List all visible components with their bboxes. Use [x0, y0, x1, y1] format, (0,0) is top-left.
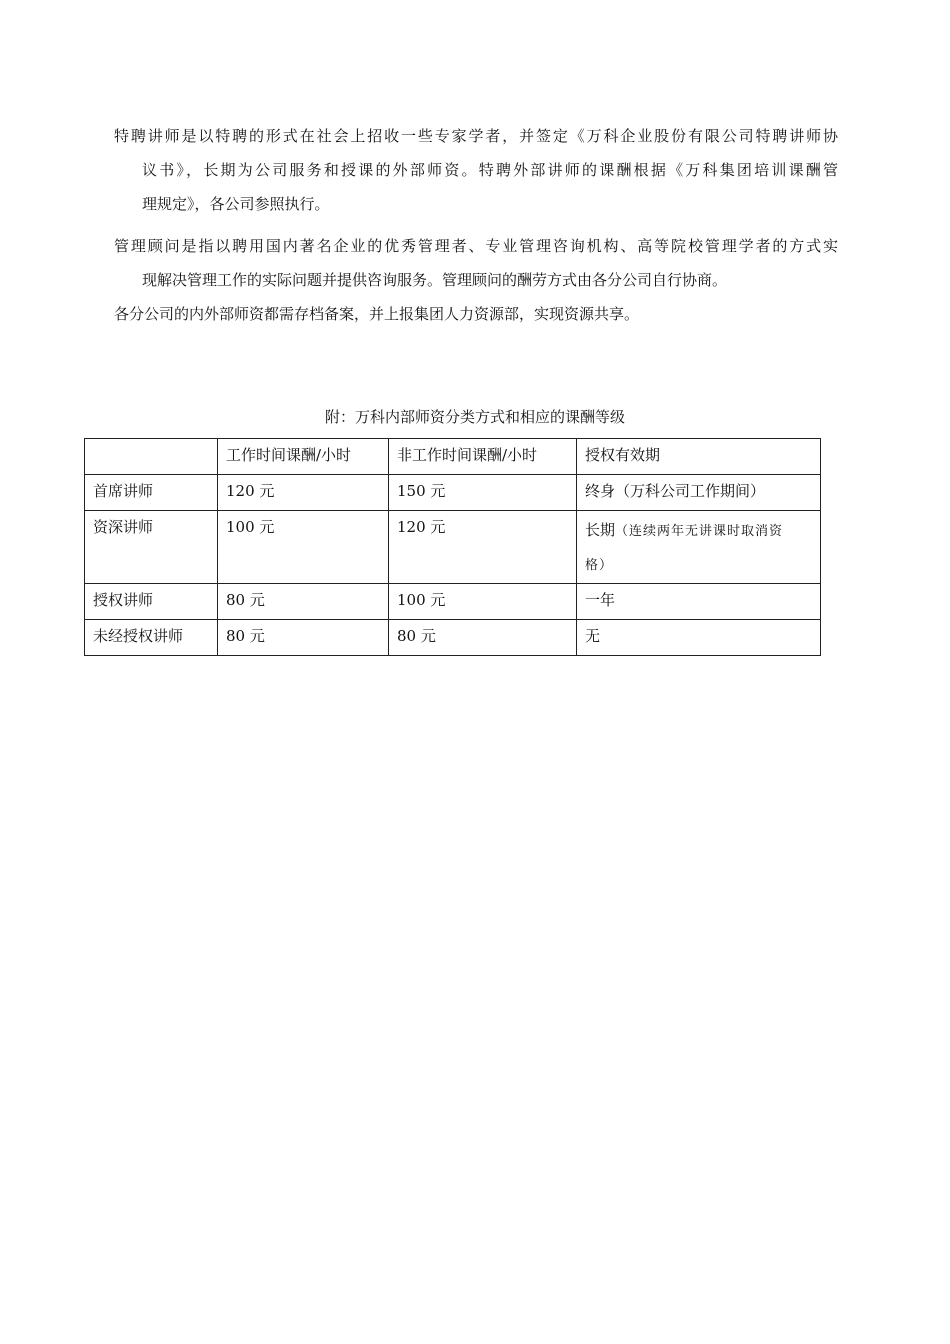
table-cell-note: （连续两年无讲课时取消资 — [615, 524, 784, 539]
paragraph-special-lecturers — [114, 119, 838, 221]
table-cell: 100 元 — [389, 584, 577, 620]
table-cell: 80 元 — [218, 584, 389, 620]
table-header-cell: 非工作时间课酬/小时 — [389, 439, 577, 475]
table-cell: 首席讲师 — [85, 475, 218, 511]
table-cell: 授权讲师 — [85, 584, 218, 620]
table-cell: 120 元 — [218, 475, 389, 511]
table-cell: 资深讲师 — [85, 511, 218, 584]
table-cell-text: 长期 — [585, 521, 616, 539]
table-header-cell — [85, 439, 218, 475]
table-cell-note: 格） — [585, 558, 614, 573]
table-cell: 100 元 — [218, 511, 389, 584]
table-cell: 80 元 — [218, 620, 389, 656]
table-header-row — [85, 439, 821, 475]
paragraph-line: 现解决管理工作的实际问题并提供咨询服务。管理顾问的酬劳方式由各分公司自行协商。 — [142, 271, 728, 289]
paragraph-line: 管理顾问是指以聘用国内著名企业的优秀管理者、专业管理咨询机构、高等院校管理学者的方式实 — [114, 237, 838, 255]
table-caption: 附：万科内部师资分类方式和相应的课酬等级 — [324, 408, 625, 426]
table-cell: 终身（万科公司工作期间） — [577, 475, 821, 511]
lecturer-fee-table — [84, 438, 821, 656]
paragraph-line: 议书》，长期为公司服务和授课的外部师资。特聘外部讲师的课酬根据《万科集团培训课酬管 — [142, 161, 838, 179]
table-header-cell: 工作时间课酬/小时 — [218, 439, 389, 475]
table-cell: 150 元 — [389, 475, 577, 511]
table-cell: 一年 — [577, 584, 821, 620]
paragraph-line: 理规定》，各公司参照执行。 — [142, 195, 330, 213]
table-cell: 80 元 — [389, 620, 577, 656]
paragraph-line: 各分公司的内外部师资都需存档备案，并上报集团人力资源部，实现资源共享。 — [114, 305, 640, 323]
table-cell — [577, 511, 821, 584]
paragraph-resource-sharing — [114, 297, 838, 331]
paragraph-line: 特聘讲师是以特聘的形式在社会上招收一些专家学者，并签定《万科企业股份有限公司特聘讲师协 — [114, 127, 838, 145]
table-row — [85, 475, 821, 511]
table-row — [85, 511, 821, 584]
table-cell: 120 元 — [389, 511, 577, 584]
paragraph-management-consultants — [114, 229, 838, 297]
table-row — [85, 620, 821, 656]
table-cell: 无 — [577, 620, 821, 656]
table-header-cell: 授权有效期 — [577, 439, 821, 475]
table-cell: 未经授权讲师 — [85, 620, 218, 656]
table-row — [85, 584, 821, 620]
